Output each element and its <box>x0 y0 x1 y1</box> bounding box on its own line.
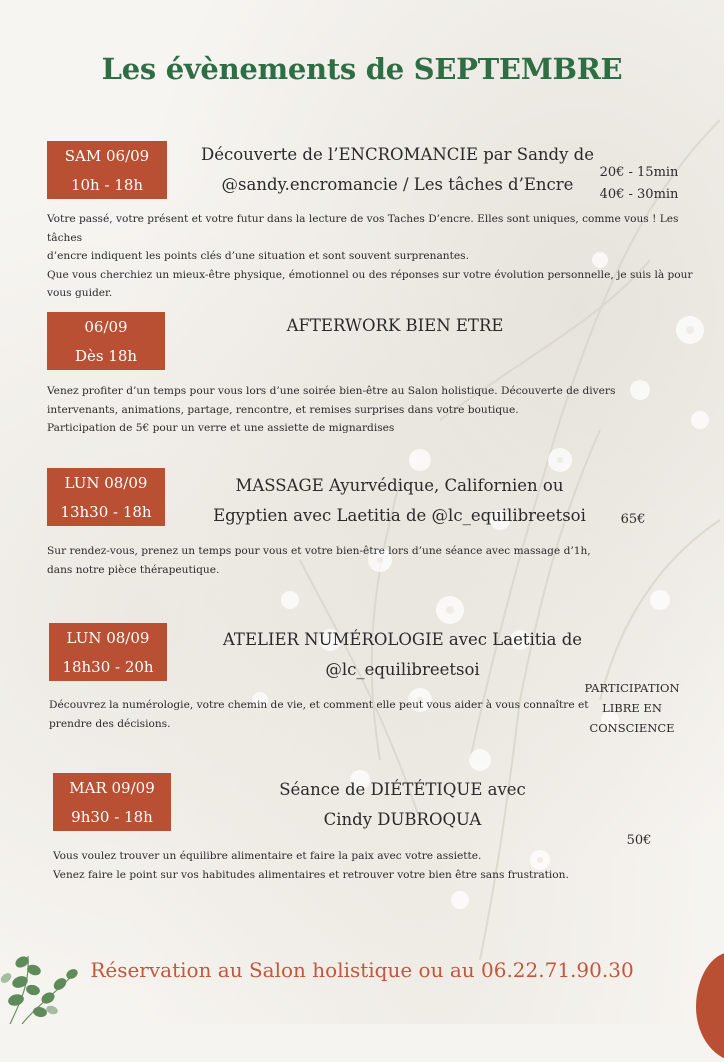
event-4-title-line2: @lc_equilibreetsoi <box>325 660 480 679</box>
event-5-title <box>230 775 575 835</box>
event-1-desc-line: d’encre indiquent les points clés d’une situation et sont souvent surprenantes. <box>47 250 469 262</box>
event-1-price-line2: 40€ - 30min <box>599 187 679 202</box>
event-2-hours: Dès 18h <box>74 347 138 365</box>
event-3-desc-line: Sur rendez-vous, prenez un temps pour vous et votre bien-être lors d’une séance avec massage d’1h, <box>47 545 591 557</box>
event-1-desc-line: Votre passé, votre présent et votre futur dans la lecture de vos Taches D’encre. Elles sont uniques, comme vous ! Les tâches <box>47 213 679 244</box>
event-4-date-box <box>49 623 167 681</box>
event-1-desc-line: Que vous cherchiez un mieux-être physique, émotionnel ou des réponses sur votre évolution personnelle, je suis là pour <box>47 268 693 281</box>
event-2-date-box <box>47 312 165 370</box>
event-2-description <box>47 382 687 438</box>
event-3-price-line1: 65€ <box>620 512 646 527</box>
event-5-desc-line: Vous voulez trouver un équilibre alimentaire et faire la paix avec votre assiette. <box>53 850 482 862</box>
event-1-title-line2: @sandy.encromancie / Les tâches d’Encre <box>221 175 574 194</box>
event-4-price-line1: PARTICIPATION <box>584 681 680 695</box>
event-5-desc-line: Venez faire le point sur vos habitudes alimentaires et retrouver votre bien être sans frustration. <box>53 868 569 881</box>
event-4-desc-line: prendre des décisions. <box>49 717 171 730</box>
event-2-desc-line: Participation de 5€ pour un verre et une assiette de mignardises <box>47 422 395 434</box>
event-3-date-box <box>47 468 165 526</box>
eucalyptus-leaves-icon <box>0 948 90 1024</box>
event-3-hours: 13h30 - 18h <box>60 503 152 521</box>
page-title: Les évènements de SEPTEMBRE <box>101 52 623 86</box>
event-2-desc-line: intervenants, animations, partage, rencontre, et remises surprises dans votre boutique. <box>47 403 519 416</box>
event-2-title <box>200 311 590 341</box>
event-5-description <box>53 847 653 884</box>
event-4-description <box>49 696 589 733</box>
event-3-price <box>608 509 658 531</box>
event-1-desc-line: vous guider. <box>47 287 113 299</box>
event-3-desc-line: dans notre pièce thérapeutique. <box>47 563 220 576</box>
event-5-date-box <box>53 773 171 831</box>
event-3-day: LUN 08/09 <box>64 474 148 492</box>
event-1-date-box <box>47 141 167 199</box>
event-4-price-line3: CONSCIENCE <box>589 721 675 735</box>
event-3-description <box>47 542 687 579</box>
event-3-title-line1: MASSAGE Ayurvédique, Californien ou <box>235 476 564 495</box>
event-4-price-line2: LIBRE EN <box>602 701 662 715</box>
event-1-title <box>190 140 605 200</box>
event-3-title <box>192 471 607 531</box>
event-4-desc-line: Découvrez la numérologie, votre chemin de vie, et comment elle peut vous aider à vous connaître et <box>49 699 589 711</box>
event-5-title-line1: Séance de DIÉTÉTIQUE avec <box>279 780 526 799</box>
event-3-title-line2: Egyptien avec Laetitia de @lc_equilibreetsoi <box>213 506 586 525</box>
event-1-price-line1: 20€ - 15min <box>599 165 679 180</box>
event-5-price-line1: 50€ <box>626 833 652 848</box>
event-4-title <box>195 625 610 685</box>
event-4-title-line1: ATELIER NUMÉROLOGIE avec Laetitia de <box>222 630 583 649</box>
event-2-desc-line: Venez profiter d’un temps pour vous lors d’une soirée bien-être au Salon holistique. Découverte de divers <box>47 385 616 397</box>
event-4-price <box>578 678 686 738</box>
event-1-day: SAM 06/09 <box>64 147 150 165</box>
event-2-title-line1: AFTERWORK BIEN ETRE <box>286 316 504 335</box>
event-5-title-line2: Cindy DUBROQUA <box>323 810 482 829</box>
event-4-day: LUN 08/09 <box>66 629 150 647</box>
event-5-day: MAR 09/09 <box>69 779 155 797</box>
event-2-day: 06/09 <box>84 318 128 336</box>
event-5-hours: 9h30 - 18h <box>71 808 153 826</box>
event-4-hours: 18h30 - 20h <box>62 658 154 676</box>
event-1-hours: 10h - 18h <box>70 176 144 194</box>
reservation-footer: Réservation au Salon holistique ou au 06.22.71.90.30 <box>90 958 634 982</box>
event-1-title-line1: Découverte de l’ENCROMANCIE par Sandy de <box>201 145 594 164</box>
event-1-price <box>594 162 684 206</box>
event-1-description <box>47 210 707 303</box>
